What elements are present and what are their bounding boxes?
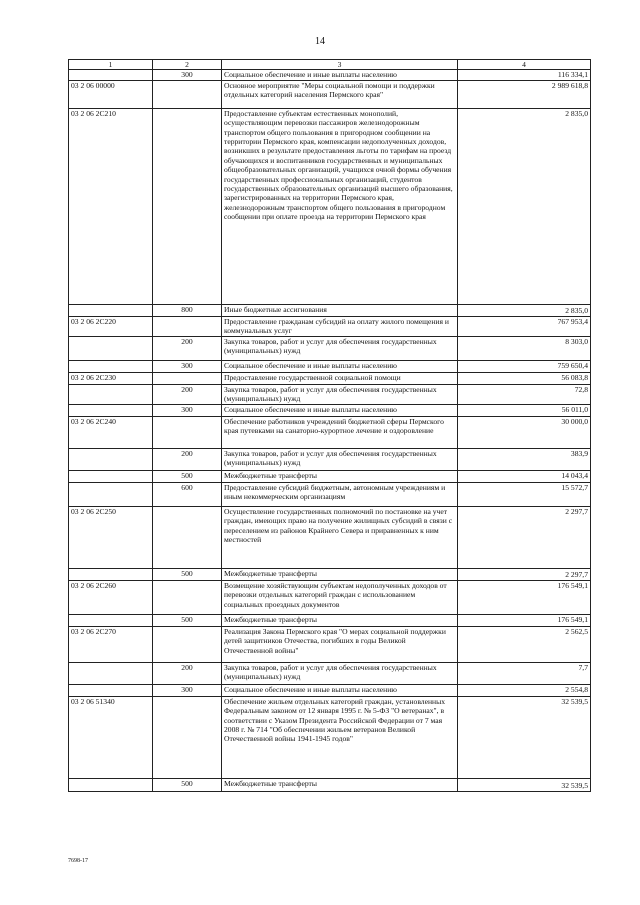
item-name-cell: Обеспечение жильем отдельных категорий граждан, установленных Федеральным законом от 12 января 1995 г. № 5-ФЗ "О ветеранах", в соответствии с Указом Президента Российской Федерации от 7 мая 2008 г. № 714 "Об обеспечении жильем ветеранов Великой Отечественной войны 1941-1945 годов" — [222, 696, 458, 778]
budget-code-cell — [69, 404, 153, 416]
item-name-cell: Межбюджетные трансферты — [222, 470, 458, 482]
table-row — [69, 470, 591, 482]
table-row — [69, 506, 591, 568]
item-name-cell: Предоставление субсидий бюджетным, автономным учреждениям и иным некоммерческим организациям — [222, 482, 458, 506]
table-row — [69, 336, 591, 360]
amount-cell: 2 989 618,8 — [458, 80, 591, 108]
budget-code-cell — [69, 470, 153, 482]
amount-cell: 2 835,0 — [458, 108, 591, 304]
budget-code-cell — [69, 304, 153, 316]
item-name-cell: Межбюджетные трансферты — [222, 568, 458, 580]
expense-type-cell: 500 — [153, 470, 222, 482]
budget-code-cell: 03 2 06 2С230 — [69, 372, 153, 384]
table-row — [69, 316, 591, 336]
amount-cell: 72,8 — [458, 384, 591, 404]
expense-type-cell: 500 — [153, 568, 222, 580]
expense-type-cell: 200 — [153, 336, 222, 360]
expense-type-cell: 800 — [153, 304, 222, 316]
item-name-cell: Социальное обеспечение и иные выплаты населению — [222, 404, 458, 416]
amount-cell: 2 297,7 — [458, 568, 591, 580]
expense-type-cell: 300 — [153, 360, 222, 372]
table-row — [69, 662, 591, 684]
budget-code-cell: 03 2 06 2С260 — [69, 580, 153, 614]
document-code: 7698-17 — [68, 858, 88, 864]
budget-code-cell: 03 2 06 51340 — [69, 696, 153, 778]
budget-code-cell: 03 2 06 2С240 — [69, 416, 153, 448]
amount-cell: 383,9 — [458, 448, 591, 470]
expense-type-cell: 600 — [153, 482, 222, 506]
expense-type-cell — [153, 316, 222, 336]
table-row — [69, 404, 591, 416]
amount-cell: 8 303,0 — [458, 336, 591, 360]
item-name-cell: Закупка товаров, работ и услуг для обеспечения государственных (муниципальных) нужд — [222, 448, 458, 470]
table-body — [69, 70, 591, 791]
amount-cell: 767 953,4 — [458, 316, 591, 336]
amount-cell: 7,7 — [458, 662, 591, 684]
budget-code-cell — [69, 360, 153, 372]
amount-cell: 176 549,1 — [458, 580, 591, 614]
item-name-cell: Социальное обеспечение и иные выплаты населению — [222, 360, 458, 372]
expense-type-cell: 500 — [153, 778, 222, 791]
table-row — [69, 384, 591, 404]
budget-code-cell — [69, 482, 153, 506]
expense-type-cell — [153, 626, 222, 662]
table-row — [69, 448, 591, 470]
item-name-cell: Предоставление субъектам естественных монополий, осуществляющим перевозки пассажиров железнодорожным транспортом общего пользования в пригородном сообщении на территории Пермского края, компенсации недополученных доходов, возникших в результате предоставления льготы по тарифам на проезд обучающихся и воспитанников государственных и муниципальных общеобразовательных организаций, учащихся очной формы обучения государственных профессиональных организаций, студентов государственных образовательных организаций высшего образования, зарегистрированных на территории Пермского края, железнодорожным транспортом общего пользования в пригородном сообщении при оплате проезда на территории Пермского края — [222, 108, 458, 304]
table-row — [69, 304, 591, 316]
expense-type-cell — [153, 580, 222, 614]
budget-code-cell — [69, 614, 153, 626]
amount-cell: 32 539,5 — [458, 696, 591, 778]
expense-type-cell — [153, 696, 222, 778]
budget-code-cell — [69, 684, 153, 696]
expense-type-cell: 300 — [153, 70, 222, 80]
budget-code-cell — [69, 70, 153, 80]
table-header-row — [69, 60, 591, 70]
amount-cell: 56 011,0 — [458, 404, 591, 416]
table-row — [69, 568, 591, 580]
table-row — [69, 684, 591, 696]
budget-code-cell — [69, 448, 153, 470]
expense-type-cell: 300 — [153, 684, 222, 696]
table-row — [69, 696, 591, 778]
amount-cell: 56 083,8 — [458, 372, 591, 384]
table-row — [69, 360, 591, 372]
amount-cell: 15 572,7 — [458, 482, 591, 506]
expense-type-cell: 500 — [153, 614, 222, 626]
item-name-cell: Осуществление государственных полномочий по постановке на учет граждан, имеющих право на получение жилищных субсидий в связи с переселением из районов Крайнего Севера и приравненных к ним местностей — [222, 506, 458, 568]
table-row — [69, 580, 591, 614]
column-header-4: 4 — [458, 60, 591, 70]
expense-type-cell: 200 — [153, 384, 222, 404]
expense-type-cell — [153, 416, 222, 448]
budget-code-cell — [69, 568, 153, 580]
expense-type-cell: 300 — [153, 404, 222, 416]
table-row — [69, 416, 591, 448]
expense-type-cell — [153, 372, 222, 384]
expense-type-cell — [153, 108, 222, 304]
budget-code-cell: 03 2 06 2С270 — [69, 626, 153, 662]
item-name-cell: Реализация Закона Пермского края "О мерах социальной поддержки детей защитников Отечества, погибших в годы Великой Отечественной войны" — [222, 626, 458, 662]
amount-cell: 116 334,1 — [458, 70, 591, 80]
amount-cell: 30 000,0 — [458, 416, 591, 448]
amount-cell: 759 650,4 — [458, 360, 591, 372]
column-header-2: 2 — [153, 60, 222, 70]
budget-code-cell — [69, 778, 153, 791]
item-name-cell: Социальное обеспечение и иные выплаты населению — [222, 684, 458, 696]
table-row — [69, 778, 591, 791]
budget-code-cell: 03 2 06 2С210 — [69, 108, 153, 304]
item-name-cell: Межбюджетные трансферты — [222, 778, 458, 791]
amount-cell: 2 297,7 — [458, 506, 591, 568]
expense-type-cell — [153, 506, 222, 568]
column-header-3: 3 — [222, 60, 458, 70]
table-row — [69, 626, 591, 662]
table-row — [69, 70, 591, 80]
expense-type-cell: 200 — [153, 662, 222, 684]
table-row — [69, 80, 591, 108]
table-row — [69, 372, 591, 384]
item-name-cell: Закупка товаров, работ и услуг для обеспечения государственных (муниципальных) нужд — [222, 384, 458, 404]
table-row — [69, 108, 591, 304]
item-name-cell: Возмещение хозяйствующим субъектам недополученных доходов от перевозки отдельных категорий граждан с использованием социальных проездных документов — [222, 580, 458, 614]
budget-code-cell — [69, 662, 153, 684]
table-row — [69, 614, 591, 626]
item-name-cell: Межбюджетные трансферты — [222, 614, 458, 626]
amount-cell: 2 835,0 — [458, 304, 591, 316]
amount-cell: 2 554,8 — [458, 684, 591, 696]
item-name-cell: Основное мероприятие "Меры социальной помощи и поддержки отдельных категорий населения Пермского края" — [222, 80, 458, 108]
item-name-cell: Социальное обеспечение и иные выплаты населению — [222, 70, 458, 80]
budget-table — [68, 59, 591, 792]
budget-code-cell: 03 2 06 00000 — [69, 80, 153, 108]
expense-type-cell — [153, 80, 222, 108]
page-number: 14 — [315, 36, 325, 47]
item-name-cell: Предоставление государственной социальной помощи — [222, 372, 458, 384]
budget-code-cell — [69, 336, 153, 360]
item-name-cell: Закупка товаров, работ и услуг для обеспечения государственных (муниципальных) нужд — [222, 662, 458, 684]
item-name-cell: Обеспечение работников учреждений бюджетной сферы Пермского края путевками на санаторно-курортное лечение и оздоровление — [222, 416, 458, 448]
table-row — [69, 482, 591, 506]
expense-type-cell: 200 — [153, 448, 222, 470]
budget-code-cell: 03 2 06 2С220 — [69, 316, 153, 336]
budget-code-cell — [69, 384, 153, 404]
item-name-cell: Предоставление гражданам субсидий на оплату жилого помещения и коммунальных услуг — [222, 316, 458, 336]
item-name-cell: Закупка товаров, работ и услуг для обеспечения государственных (муниципальных) нужд — [222, 336, 458, 360]
item-name-cell: Иные бюджетные ассигнования — [222, 304, 458, 316]
column-header-1: 1 — [69, 60, 153, 70]
amount-cell: 14 043,4 — [458, 470, 591, 482]
amount-cell: 176 549,1 — [458, 614, 591, 626]
budget-code-cell: 03 2 06 2С250 — [69, 506, 153, 568]
amount-cell: 2 562,5 — [458, 626, 591, 662]
amount-cell: 32 539,5 — [458, 778, 591, 791]
